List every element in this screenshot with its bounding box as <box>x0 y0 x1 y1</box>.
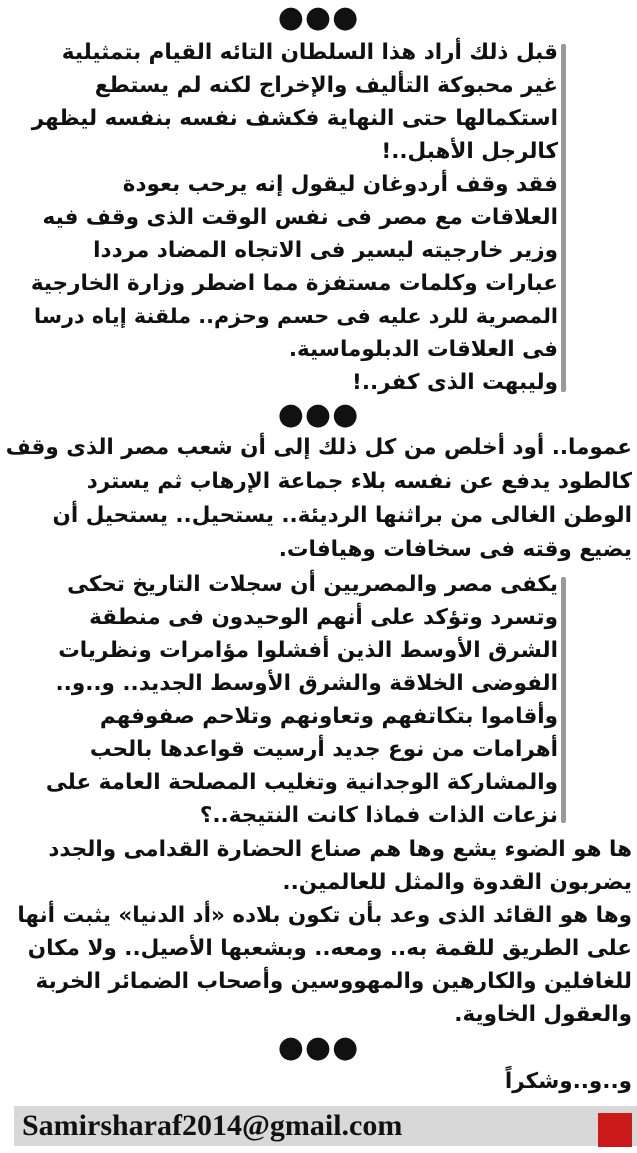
text-line: والعقول الخاوية. <box>454 1002 632 1027</box>
text-line: أهرامات من نوع جديد أرسيت قواعدها بالحب <box>89 737 558 762</box>
section-4 <box>6 833 632 1031</box>
text-line: الفوضى الخلاقة والشرق الأوسط الجديد.. و..و.. <box>55 671 558 696</box>
text-line: استكمالها حتى النهاية فكشف نفسه بنفسه ليظهر <box>31 106 558 131</box>
section-2 <box>6 431 632 567</box>
text-line: للغافلين والكارهين والمهووسين وأصحاب الضمائر الخربة <box>35 969 632 994</box>
text-line: وزير خارجيته ليسير فى الاتجاه المضاد مرددا <box>93 238 558 263</box>
footer-email-bar <box>14 1106 637 1146</box>
separator-dots: ●●● <box>277 1030 360 1065</box>
section-3 <box>28 568 558 832</box>
text-line: نزعات الذات فماذا كانت النتيجة..؟ <box>199 803 558 828</box>
section-rule <box>561 577 566 823</box>
text-line: على الطريق للقمة به.. ومعه.. وبشعبها الأصيل.. ولا مكان <box>27 936 632 961</box>
text-line: وتسرد وتؤكد على أنهم الوحيدون فى منطقة <box>89 605 558 630</box>
text-line: عبارات وكلمات مستفزة مما اضطر وزارة الخارجية <box>30 271 558 296</box>
text-line: يضيع وقته فى سخافات وهيافات. <box>278 537 632 562</box>
text-line: وليبهت الذى كفر..! <box>352 370 558 395</box>
text-line: قبل ذلك أراد هذا السلطان التائه القيام بتمثيلية <box>61 40 558 65</box>
text-line: ها هو الضوء يشع وها هم صناع الحضارة القدامى والجدد <box>48 837 632 862</box>
separator-dots: ●●● <box>277 397 360 432</box>
red-square-marker <box>598 1113 632 1147</box>
text-line: العلاقات مع مصر فى نفس الوقت الذى وقف فيه <box>42 205 558 230</box>
text-line: غير محبوكة التأليف والإخراج لكنه لم يستطع <box>94 73 558 98</box>
separator-dots: ●●● <box>277 0 360 35</box>
section-rule <box>561 44 566 392</box>
closing-block <box>6 1065 632 1098</box>
text-line: المصرية للرد عليه فى حسم وحزم.. ملقنة إياه درسا <box>34 304 558 328</box>
text-line: وأقاموا بتكاتفهم وتعاونهم وتلاحم صفوفهم <box>99 704 558 729</box>
text-line: الوطن الغالى من براثنها الرديئة.. يستحيل.. يستحيل أن <box>52 503 632 528</box>
text-line: وها هو القائد الذى وعد بأن تكون بلاده «أد الدنيا» يثبت أنها <box>17 903 632 928</box>
text-line: الشرق الأوسط الذين أفشلوا مؤامرات ونظريات <box>58 638 558 663</box>
closing-text: و..و..وشكراً <box>504 1069 632 1094</box>
text-line: والمشاركة الوجدانية وتغليب المصلحة العامة على <box>45 770 558 795</box>
section-1 <box>28 36 558 399</box>
text-line: يضربون القدوة والمثل للعالمين.. <box>282 870 632 895</box>
text-line: عموما.. أود أخلص من كل ذلك إلى أن شعب مصر الذى وقف <box>6 435 632 460</box>
text-line: يكفى مصر والمصريين أن سجلات التاريخ تحكى <box>67 572 558 597</box>
text-line: كالرجل الأهبل..! <box>381 139 558 164</box>
text-line: فقد وقف أردوغان ليقول إنه يرحب بعودة <box>122 172 558 197</box>
author-email[interactable]: Samirsharaf2014@gmail.com <box>22 1109 403 1142</box>
text-line: كالطود يدفع عن نفسه بلاء جماعة الإرهاب ثم يسترد <box>86 469 632 494</box>
text-line: فى العلاقات الدبلوماسية. <box>288 337 558 362</box>
